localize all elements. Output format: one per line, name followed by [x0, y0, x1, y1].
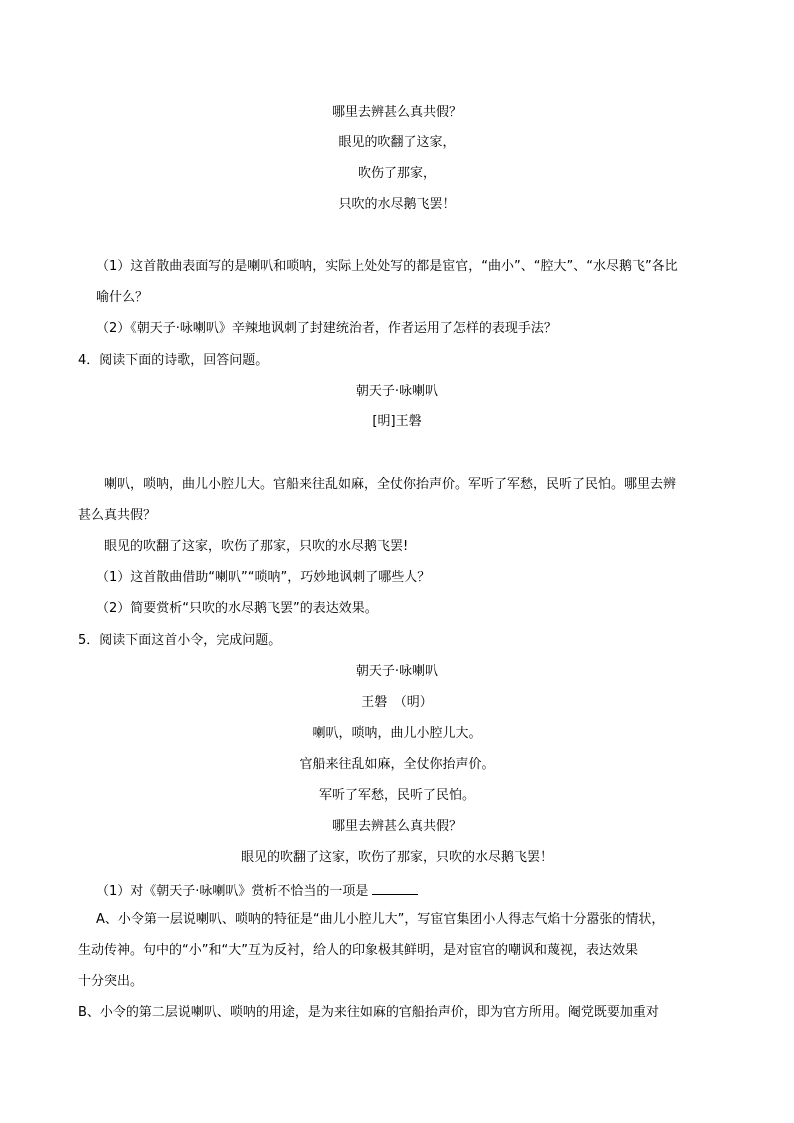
- poem-line: 哪里去辨甚么真共假？: [331, 105, 462, 120]
- poem-line: 眼见的吹翻了这家，: [338, 135, 456, 150]
- q5-poem-line: 官船来往乱如麻，全仗你抬声价。: [299, 757, 495, 772]
- q5-option-a-line2: 生动传神。句中的“小”和“大”互为反衬，给人的印象极其鲜明，是对宦官的嘲讽和蔑视，表达效果: [78, 943, 638, 958]
- poem-line: 只吹的水尽鹅飞罢！: [338, 197, 456, 212]
- q4-poem-title: 朝天子·咏喇叭: [355, 384, 439, 399]
- q4-poem-para2: 眼见的吹翻了这家，吹伤了那家，只吹的水尽鹅飞罢!: [104, 539, 409, 554]
- answer-blank[interactable]: [372, 880, 418, 895]
- q3-sub1-line2: 喻什么？: [96, 290, 149, 305]
- q5-poem-line: 军听了军愁，民听了民怕。: [318, 788, 475, 803]
- q5-poem-line: 哪里去辨甚么真共假？: [331, 819, 462, 834]
- q4-poem-author: [明]王磐: [372, 414, 422, 429]
- q3-sub2: （2）《朝天子·咏喇叭》辛辣地讽刺了封建统治者，作者运用了怎样的表现手法？: [96, 321, 557, 336]
- q5-option-a-line3: 十分突出。: [78, 974, 144, 989]
- q3-sub1-line1: （1）这首散曲表面写的是喇叭和唢呐，实际上处处写的都是宦官，“曲小”、“腔大”、“水尽鹅飞”各比: [96, 259, 678, 274]
- q4-sub2: （2）简要赏析“只吹的水尽鹅飞罢”的表达效果。: [96, 601, 378, 616]
- q5-sub1-text: （1）对《朝天子·咏喇叭》赏析不恰当的一项是: [96, 884, 369, 899]
- q5-option-b-line1: B、小令的第二层说喇叭、唢呐的用途，是为来往如麻的官船抬声价，即为官方所用。阉党既要加重对: [78, 1005, 659, 1020]
- poem-line: 吹伤了那家，: [357, 166, 436, 181]
- q5-poem-line: 喇叭，唢呐，曲儿小腔儿大。: [312, 726, 482, 741]
- q5-sub1: [96, 880, 418, 901]
- q5-option-a-line1: A、小令第一层说喇叭、唢呐的特征是“曲儿小腔儿大”，写宦官集团小人得志气焰十分嚣张的情状，: [96, 912, 665, 927]
- q5-stem: 5．阅读下面这首小令，完成问题。: [78, 633, 282, 648]
- q4-poem-para1-line1: 喇叭，唢呐，曲儿小腔儿大。官船来往乱如麻，全仗你抬声价。军听了军愁，民听了民怕。哪里去辨: [104, 477, 677, 492]
- q4-sub1: （1）这首散曲借助“喇叭”“唢呐”，巧妙地讽刺了哪些人？: [96, 570, 431, 585]
- q4-poem-para1-line2: 甚么真共假？: [78, 508, 157, 523]
- q5-poem-title: 朝天子·咏喇叭: [355, 664, 439, 679]
- q4-stem: 4．阅读下面的诗歌，回答问题。: [78, 353, 269, 368]
- q5-poem-author: 王磐 （明）: [361, 695, 433, 710]
- q5-poem-line: 眼见的吹翻了这家，吹伤了那家，只吹的水尽鹅飞罢！: [240, 850, 553, 865]
